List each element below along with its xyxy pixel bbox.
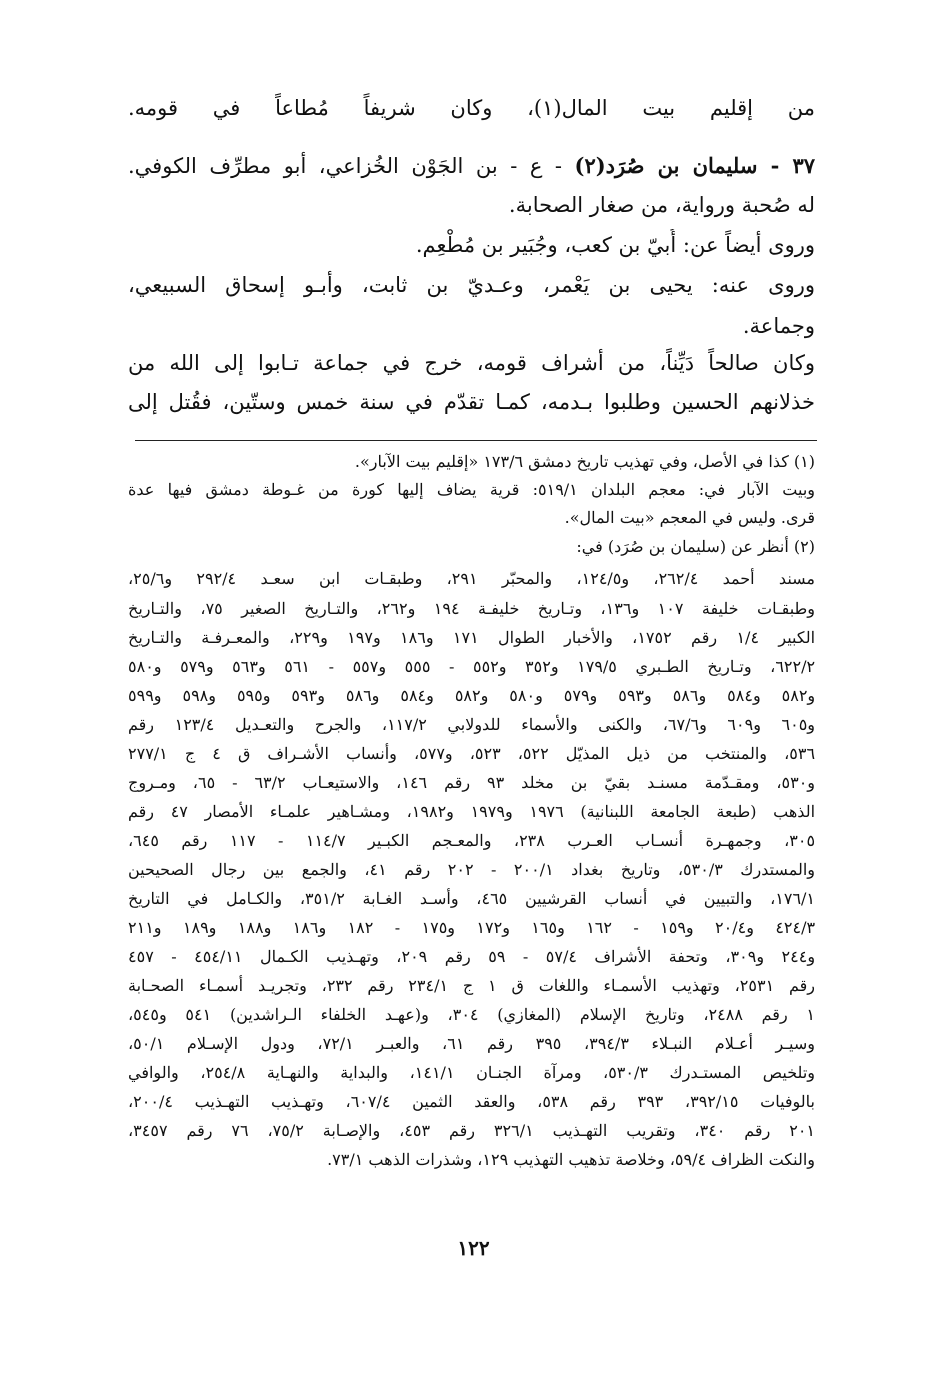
footnote-line: ٢٠١ رقم ٣٤٠، وتقريب التهـذيب ٣٢٦/١ رقم ٤٥٣، والإصـابة ٧٥/٢، ٧٦ رقم ٣٤٥٧، [128, 1121, 815, 1140]
main-text-line: له صُحبة ورواية، من صغار الصحابة. [508, 193, 815, 217]
footnote-line: (٢) أنظر عن (سليمان بن صُرَد) في: [576, 537, 815, 556]
entry-number-name: ٣٧ - سليمان بن صُرَد(٢) [574, 153, 815, 178]
entry-heading-line [128, 150, 815, 184]
footnote-line: وسيـر أعـلام النبـلاء ٣٩٤/٣، ٣٩٥ رقم ٦١، والعبـر ٧٢/١، ودول الإسـلام ٥٠/١، [128, 1034, 815, 1053]
main-text-line: وروى أيضاً عن: أُبيّ بن كعب، وجُبَير بن مُطْعِم. [415, 233, 815, 257]
footnote-line: ٦٢٢/٢، وتـاريخ الطـبري ١٧٩/٥ و٣٥٢ و٥٥٢ - ٥٥٥ و٥٥٧ - ٥٦١ و٥٦٣ و٥٧٩ و٥٨٠ [128, 657, 815, 676]
main-text-line: وكان صالحاً دَيِّناً، من أشراف قومه، خرج في جماعة تـابوا إلى الله من [128, 351, 815, 375]
footnote-line: وتلخيص المستـدرك ٥٣٠/٣، ومرآة الجنـان ١٤١/١، والبداية والنهـاية ٢٥٤/٨، والوافي [128, 1063, 815, 1082]
footnote-line: و٢٤٤ و٣٠٩، وتحفة الأشراف ٥٧/٤ - ٥٩ رقم ٢٠٩، وتهـذيب الكـمال ٤٥٤/١١ - ٤٥٧ [128, 947, 815, 966]
footnote-line: وطبقـات خليفة ١٠٧ و١٣٦، وتـاريخ خليفـة ١٩٤ و٢٦٢، والتـاريخ الصغير ٧٥، والتـاريخ [128, 599, 815, 618]
footnote-line: ١ رقم ٢٤٨٨، وتاريخ الإسلام (المغازي) ٣٠٤، و(عهـد الخلفاء الـراشدين) ٥٤١ و٥٤٥، [128, 1005, 815, 1024]
footnote-line: والمستدرك ٥٣٠/٣، وتاريخ بغداد ٢٠٠/١ - ٢٠٢ رقم ٤١، والجمع بين رجال الصحيحين [128, 860, 815, 879]
footnote-line: و٥٨٢ و٥٨٤ و٥٨٦ و٥٩٣ و٥٧٩ و٥٨٠ و٥٨٢ و٥٨٤ و٥٨٦ و٥٩٣ و٥٩٥ و٥٩٨ و٥٩٩ [128, 686, 815, 705]
footnote-line: و٦٠٥ و٦٠٩ و٦٧/٦، والكنى والأسماء للدولابي ١١٧/٢، والجرح والتعـديل ١٢٣/٤ رقم [128, 715, 815, 734]
footnote-line: ٤٢٤/٣ و٢٠/٤ و١٥٩ - ١٦٢ و١٦٥ و١٧٢ و١٧٥ - ١٨٢ و١٨٦ و١٨٨ و١٨٩ و٢١١ [128, 918, 815, 937]
entry-heading-rest: - ع - بن الجَوْن الخُزاعي، أبو مطرِّف الكوفي. [128, 154, 575, 178]
footnote-line: و٥٣٠، ومقـدّمة مسنـد بقيّ بن مخلد ٩٣ رقم ١٤٦، والاستيعـاب ٦٣/٢ - ٦٥، ومـروج [128, 773, 815, 792]
footnote-line: (١) كذا في الأصل، وفي تهذيب تاريخ دمشق ١٧٣/٦ «إقليم بيت الآبار». [354, 452, 815, 471]
main-text-line: وروى عنه: يحيى بن يَعْمر، وعـديّ بن ثابت، وأبـو إسحاق السبيعي، [128, 273, 815, 297]
footnote-separator [135, 440, 817, 441]
main-text-line: خذلانهم الحسين وطلبوا بـدمه، كمـا تقدّم في سنة خمس وستّين، فقُتل إلى [128, 390, 815, 414]
page-number: ١٢٢ [457, 1236, 490, 1260]
footnote-line: ١٧٦/١، والتبيين في أنساب القرشيين ٤٦٥، وأسـد الغـابة ٣٥١/٢، والكـامل في التاريخ [128, 889, 815, 908]
footnote-line: ٥٣٦، والمنتخب من ذيل المذيّل ٥٢٢، ٥٢٣، و٥٧٧، وأنساب الأشـراف ق ٤ ج ٢٧٧/١ [128, 744, 815, 763]
footnote-line: والنكت الظراف ٥٩/٤، وخلاصة تذهيب التهذيب ١٢٩، وشذرات الذهب ٧٣/١. [327, 1150, 815, 1169]
footnote-line: وبيت الآبار في: معجم البلدان ٥١٩/١: قرية يضاف إليها كورة من غـوطة دمشق فيها عدة [128, 480, 815, 499]
footnote-line: رقم ٢٥٣١، وتهذيب الأسمـاء واللغات ق ١ ج ٢٣٤/١ رقم ٢٣٢، وتجريـد أسمـاء الصحـابة [128, 976, 815, 995]
footnote-line: الكبير ١/٤ رقم ١٧٥٢، والأخبار الطوال ١٧١ و١٨٦ و١٩٧ و٢٢٩، والمعـرفـة والتـاريخ [128, 628, 815, 647]
main-text-line: وجماعة. [742, 314, 815, 338]
footnote-line: الذهب (طبعة الجامعة اللبنانية) ١٩٧٦ و١٩٧٩ و١٩٨٢، ومشـاهير علمـاء الأمصار ٤٧ رقم [128, 802, 815, 821]
footnote-line: قرى. وليس في المعجم «بيت المال». [564, 508, 815, 527]
footnote-line: مسند أحمد ٢٦٢/٤، و١٢٤/٥، والمحبّر ٢٩١، وطبقـات ابن سعـد ٢٩٢/٤ و٢٥/٦، [128, 569, 815, 588]
footnote-line: ٣٠٥، وجمهـرة أنسـاب العـرب ٢٣٨، والمعـجم الكبـير ١١٤/٧ - ١١٧ رقم ٦٤٥، [128, 831, 815, 850]
main-text-line: من إقليم بيت المال(١)، وكان شريفاً مُطاعاً في قومه. [128, 96, 815, 120]
footnote-line: بالوفيات ٣٩٢/١٥، ٣٩٣ رقم ٥٣٨، والعقد الثمين ٦٠٧/٤، وتهـذيب التهـذيب ٢٠٠/٤، [128, 1092, 815, 1111]
